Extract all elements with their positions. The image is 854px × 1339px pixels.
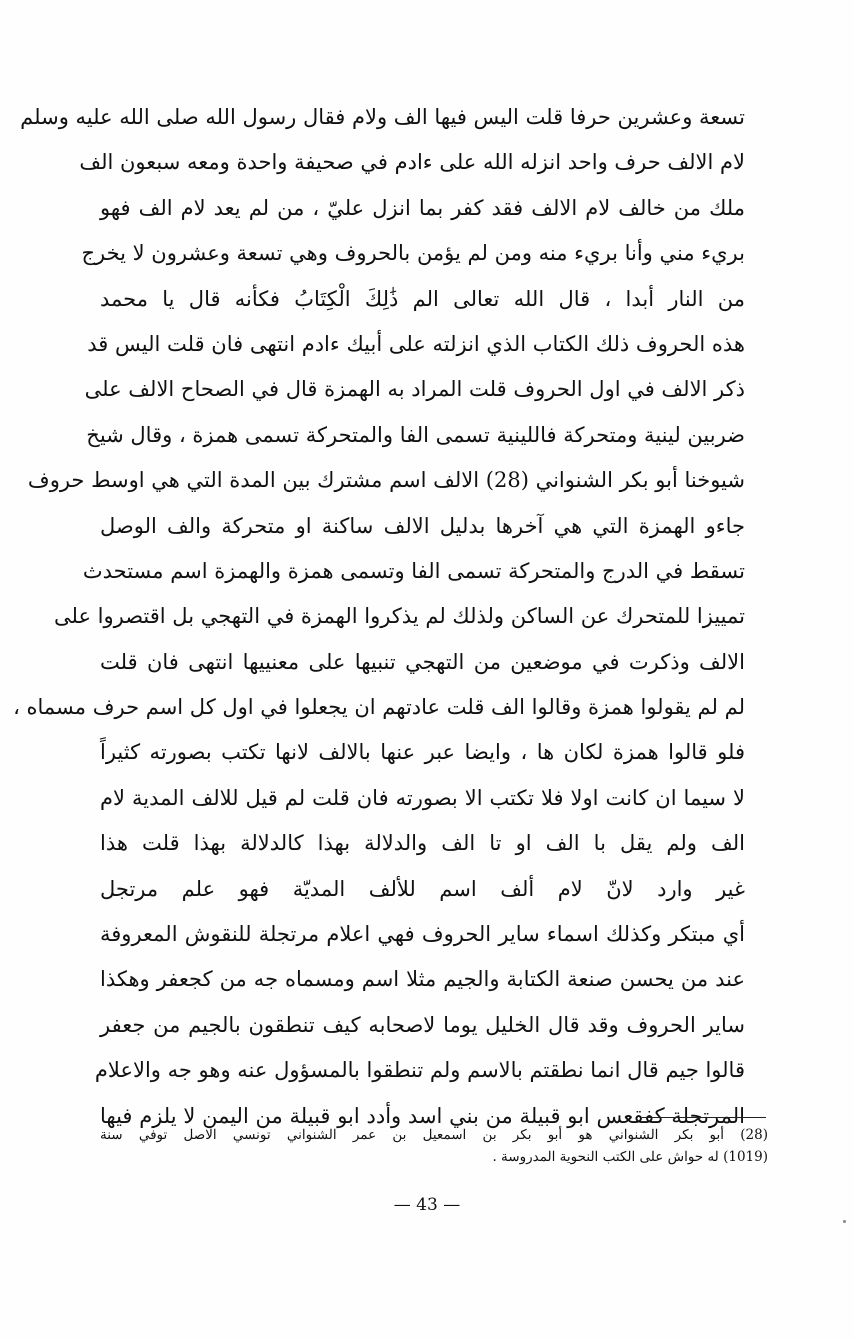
scan-speck <box>843 1220 846 1223</box>
footnote-block <box>100 1124 768 1168</box>
text-line: بريء مني وأنا بريء منه ومن لم يؤمن بالحروف وهي تسعة وعشرون لا يخرج <box>81 241 745 266</box>
page-number: — 43 — <box>393 1195 461 1215</box>
text-line: الف ولم يقل با الف او تا الف والدلالة بهذا كالدلالة بهذا قلت هذا <box>100 831 745 856</box>
text-line: من النار أبدا ، قال الله تعالى الم ذَٰلِكَ الْكِتَابُ فكأنه قال يا محمد <box>100 286 745 311</box>
text-line: قالوا جيم قال انما نطقتم بالاسم ولم تنطقوا بالمسؤول عنه وهو جه والاعلام <box>94 1058 745 1083</box>
text-line: تسعة وعشرين حرفا قلت اليس فيها الف ولام فقال رسول الله صلى الله عليه وسلم <box>20 105 745 129</box>
text-line: ضربين لينية ومتحركة فاللينية تسمى الفا والمتحركة تسمى همزة ، وقال شيخ <box>86 422 745 447</box>
text-line: شيوخنا أبو بكر الشنواني (28) الالف اسم مشترك بين المدة التي هي اوسط حروف <box>27 468 745 493</box>
text-line: أي مبتكر وكذلك اسماء ساير الحروف فهي اعلام مرتجلة للنقوش المعروفة <box>100 922 745 947</box>
text-line: ذكر الالف في اول الحروف قلت المراد به الهمزة قال في الصحاح الالف على <box>84 377 745 402</box>
text-line: تمييزا للمتحرك عن الساكن ولذلك لم يذكروا الهمزة في التهجي بل اقتصروا على <box>53 604 745 629</box>
text-line: هذه الحروف ذلك الكتاب الذي انزلته على أبيك ءادم انتهى فان قلت اليس قد <box>87 331 745 356</box>
text-line: لا سيما ان كانت اولا فلا تكتب الا بصورته فان قلت لم قيل للالف المدية لام <box>100 785 745 810</box>
footnote-separator <box>642 1117 766 1118</box>
text-line: عند من يحسن صنعة الكتابة والجيم مثلا اسم ومسماه جه من كجعفر وهكذا <box>100 967 745 992</box>
text-line: ملك من خالف لام الالف فقد كفر بما انزل عليّ ، من لم يعد لام الف فهو <box>100 195 745 220</box>
text-line: المرتجلة كفقعس ابو قبيلة من بني اسد وأدد ابو قبيلة من اليمن لا يلزم فيها <box>100 1103 745 1128</box>
footnote-line: (1019) له حواش على الكتب النحوية المدروسة . <box>492 1149 768 1165</box>
text-line: لم لم يقولوا همزة وقالوا الف قلت عادتهم ان يجعلوا في اول كل اسم حرف مسماه ، <box>13 695 745 720</box>
text-line: فلو قالوا همزة لكان ها ، وايضا عبر عنها بالالف لانها تكتب بصورته كثيراً <box>100 740 745 765</box>
text-line: ساير الحروف وقد قال الخليل يوما لاصحابه كيف تنطقون بالجيم من جعفر <box>100 1012 745 1037</box>
text-line: لام الالف حرف واحد انزله الله على ءادم في صحيفة واحدة ومعه سبعون الف <box>79 150 745 175</box>
text-line: جاءو الهمزة التي هي آخرها بدليل الالف ساكنة او متحركة والف الوصل <box>100 513 745 538</box>
main-text <box>13 95 745 1139</box>
text-line: الالف وذكرت في موضعين من التهجي تنبيها على معنييها انتهى فان قلت <box>100 649 745 674</box>
footnote-line: (28) أبو بكر الشنواني هو أبو بكر بن اسمعيل بن عمر الشنواني تونسي الاصل توفي سنة <box>100 1127 768 1143</box>
text-line: تسقط في الدرج والمتحركة تسمى الفا وتسمى همزة والهمزة اسم مستحدث <box>82 558 745 583</box>
text-line: غير وارد لانّ لام ألف اسم للألف المديّة فهو علم مرتجل <box>100 876 745 901</box>
